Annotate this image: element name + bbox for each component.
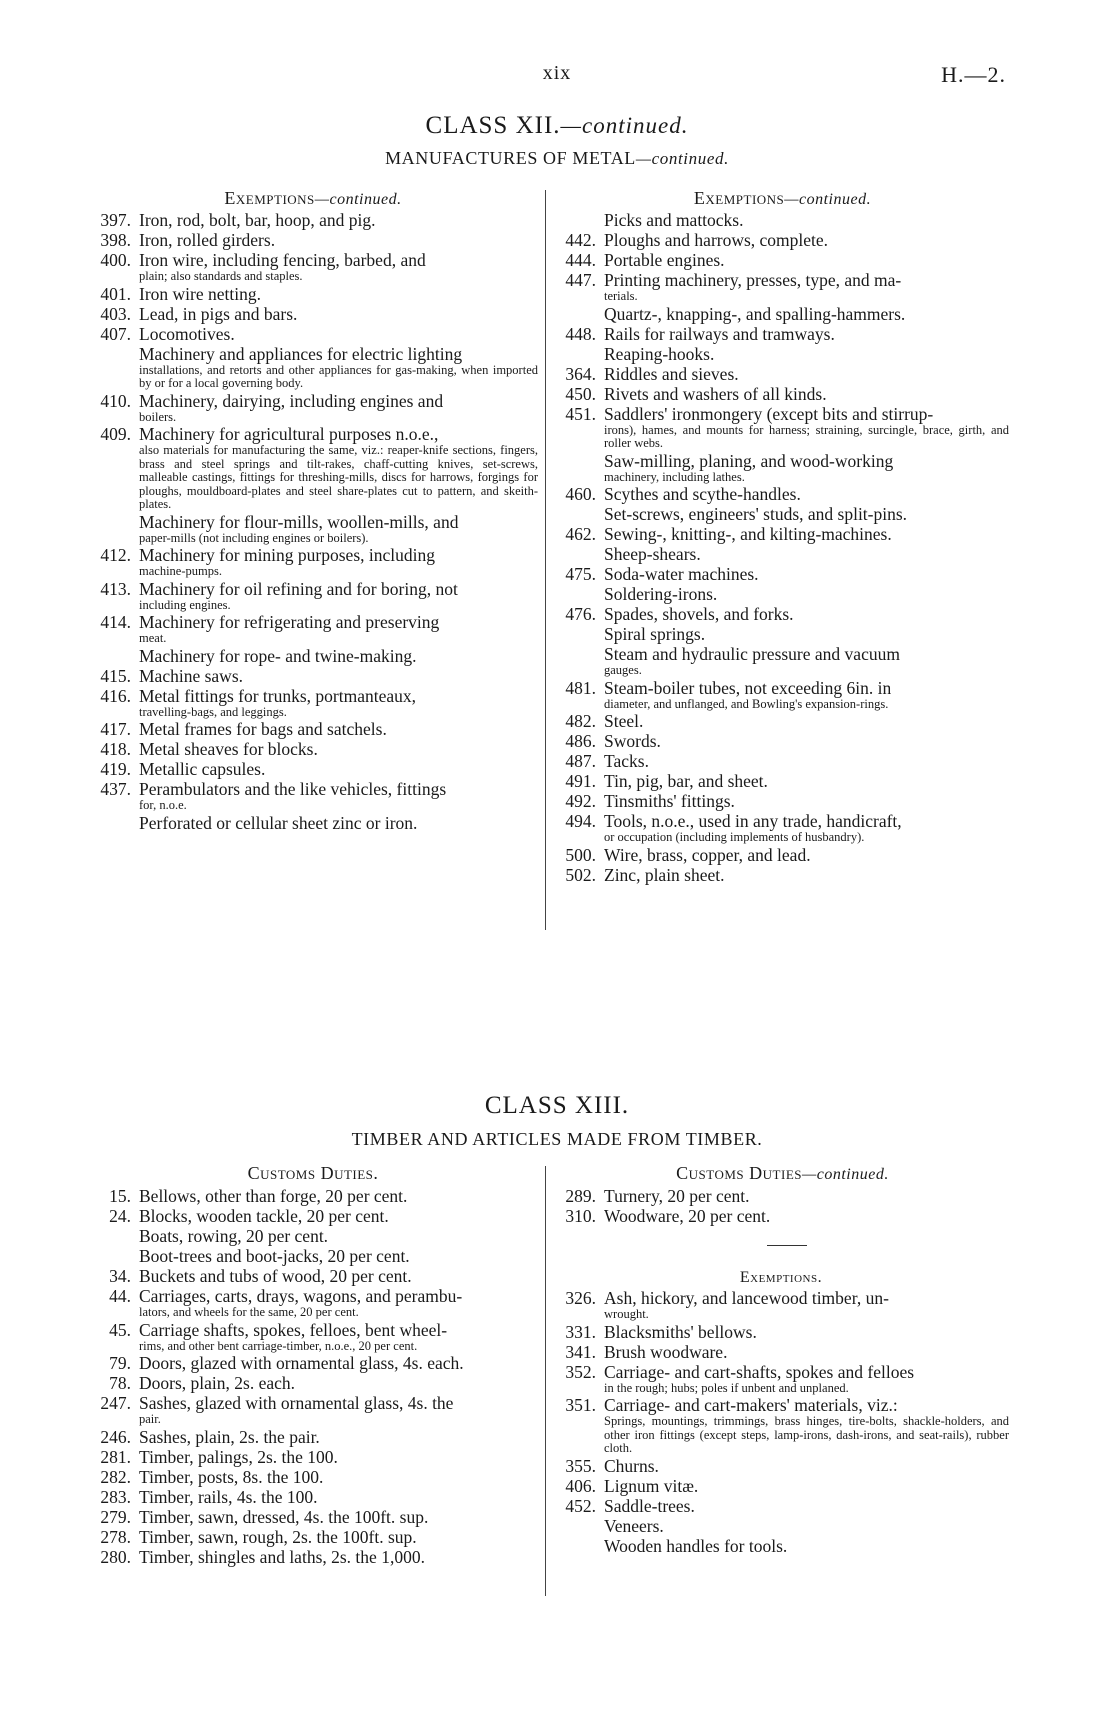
class-xiii-left-heading: Customs Duties. bbox=[247, 1163, 379, 1183]
list-item bbox=[88, 1447, 538, 1467]
item-subtext: pair. bbox=[139, 1412, 161, 1426]
item-number: 447. bbox=[565, 270, 596, 290]
list-item bbox=[88, 1393, 538, 1427]
list-item bbox=[553, 1342, 1009, 1362]
item-number: 397. bbox=[100, 210, 131, 230]
item-number: 481. bbox=[565, 677, 596, 698]
item-subtext: paper-mills (not including engines or boilers). bbox=[139, 530, 369, 545]
item-number: 400. bbox=[100, 250, 131, 270]
column-divider bbox=[545, 1166, 546, 1596]
item-text: Rails for railways and tramways. bbox=[604, 323, 835, 344]
item-number: 500. bbox=[565, 844, 596, 865]
list-item bbox=[553, 1206, 1009, 1226]
class-xiii-right-duties bbox=[553, 1186, 1009, 1226]
item-subtext: travelling-bags, and leggings. bbox=[139, 704, 287, 719]
item-subtext: plain; also standards and staples. bbox=[139, 269, 303, 283]
item-text: Blocks, wooden tackle, 20 per cent. bbox=[139, 1206, 389, 1226]
item-number: 280. bbox=[100, 1546, 131, 1567]
item-subtext: rims, and other bent carriage-timber, n.o.e., 20 per cent. bbox=[139, 1338, 418, 1353]
list-item bbox=[553, 624, 1009, 644]
list-item bbox=[553, 384, 1009, 404]
item-text: Perambulators and the like vehicles, fittings bbox=[139, 779, 447, 799]
item-text: Wooden handles for tools. bbox=[604, 1535, 788, 1556]
item-number: 491. bbox=[565, 771, 596, 791]
item-text: Machinery for refrigerating and preserving bbox=[139, 612, 440, 632]
item-text: Machinery for oil refining and for boring, not bbox=[139, 578, 458, 599]
list-item bbox=[553, 1186, 1009, 1206]
list-item bbox=[88, 1373, 538, 1393]
item-text: Steam-boiler tubes, not exceeding 6in. in bbox=[604, 677, 892, 698]
class-xii-left-list bbox=[88, 210, 538, 833]
item-text: Ash, hickory, and lancewood timber, un- bbox=[604, 1288, 889, 1308]
exemptions-heading: Exemptions. bbox=[739, 1269, 823, 1286]
item-text: Saddle-trees. bbox=[604, 1495, 695, 1516]
item-text: Printing machinery, presses, type, and ma- bbox=[604, 270, 902, 290]
list-item bbox=[88, 391, 538, 425]
list-item bbox=[88, 579, 538, 613]
list-item bbox=[553, 678, 1009, 712]
item-text: Machinery for rope- and twine-making. bbox=[139, 645, 417, 666]
list-item bbox=[88, 739, 538, 759]
list-item bbox=[553, 644, 1009, 678]
item-text: Spades, shovels, and forks. bbox=[604, 604, 794, 624]
list-item bbox=[553, 584, 1009, 604]
item-text: Carriages, carts, drays, wagons, and perambu- bbox=[139, 1286, 463, 1306]
item-number: 414. bbox=[100, 612, 131, 632]
class-xiii-subtitle: TIMBER AND ARTICLES MADE FROM TIMBER. bbox=[351, 1129, 763, 1149]
item-number: 460. bbox=[565, 484, 596, 504]
list-item bbox=[553, 1395, 1009, 1456]
list-item bbox=[88, 1467, 538, 1487]
item-text: Reaping-hooks. bbox=[604, 343, 715, 364]
item-subtext: also materials for manufacturing the same, viz.: reaper-knife sections, fingers, brass and steel springs and tilt-rakes, chaff-cutting knives, set-screws, malleable castings, fittings for threshing-mills, discs for harrows, forgings for ploughs, mouldboard-plates and steel share-plates cut to pattern, and skeith-plates. bbox=[139, 443, 538, 511]
item-text: Timber, sawn, rough, 2s. the 100ft. sup. bbox=[139, 1526, 417, 1547]
item-text: Woodware, 20 per cent. bbox=[604, 1206, 771, 1226]
item-text: Saddlers' ironmongery (except bits and stirrup- bbox=[604, 403, 934, 424]
list-item bbox=[88, 324, 538, 344]
class-xii-title: CLASS XII.—continued. bbox=[425, 112, 689, 139]
list-item bbox=[553, 564, 1009, 584]
item-text: Timber, sawn, dressed, 4s. the 100ft. sup. bbox=[139, 1506, 429, 1527]
item-text: Swords. bbox=[604, 731, 661, 751]
item-text: Iron, rod, bolt, bar, hoop, and pig. bbox=[139, 210, 376, 230]
item-text: Set-screws, engineers' studs, and split-pins. bbox=[604, 504, 908, 524]
item-number: 412. bbox=[100, 545, 131, 565]
list-item bbox=[553, 791, 1009, 811]
list-item bbox=[553, 604, 1009, 624]
list-item bbox=[553, 504, 1009, 524]
item-number: 15. bbox=[109, 1186, 131, 1206]
list-item bbox=[553, 344, 1009, 364]
item-number: 279. bbox=[100, 1506, 131, 1527]
item-text: Carriage- and cart-makers' materials, viz.: bbox=[604, 1395, 898, 1415]
item-text: Machinery for agricultural purposes n.o.e., bbox=[139, 424, 439, 444]
list-item bbox=[553, 751, 1009, 771]
list-item bbox=[553, 1362, 1009, 1396]
item-number: 442. bbox=[565, 230, 596, 250]
document-reference: H.—2. bbox=[941, 62, 1006, 87]
item-subtext: or occupation (including implements of husbandry). bbox=[604, 830, 865, 844]
page-number: xix bbox=[542, 62, 572, 84]
item-text: Buckets and tubs of wood, 20 per cent. bbox=[139, 1266, 412, 1286]
list-item bbox=[553, 451, 1009, 485]
item-number: 410. bbox=[100, 390, 131, 411]
list-item bbox=[88, 545, 538, 579]
item-text: Sewing-, knitting-, and kilting-machines. bbox=[604, 524, 892, 544]
item-number: 451. bbox=[565, 403, 596, 424]
item-number: 494. bbox=[565, 811, 596, 831]
item-text: Picks and mattocks. bbox=[604, 210, 744, 230]
section-separator-rule bbox=[767, 1245, 807, 1246]
item-number: 407. bbox=[100, 323, 131, 344]
item-text: Timber, palings, 2s. the 100. bbox=[139, 1446, 338, 1467]
list-item bbox=[88, 612, 538, 646]
item-number: 462. bbox=[565, 524, 596, 544]
item-text: Quartz-, knapping-, and spalling-hammers. bbox=[604, 303, 906, 324]
list-item bbox=[88, 1507, 538, 1527]
list-item bbox=[553, 304, 1009, 324]
item-number: 417. bbox=[100, 719, 131, 739]
item-number: 398. bbox=[100, 230, 131, 250]
list-item bbox=[88, 759, 538, 779]
item-number: 289. bbox=[565, 1186, 596, 1206]
item-number: 79. bbox=[109, 1353, 131, 1373]
item-text: Doors, glazed with ornamental glass, 4s. each. bbox=[139, 1353, 464, 1373]
list-item bbox=[88, 666, 538, 686]
item-number: 278. bbox=[100, 1526, 131, 1547]
list-item bbox=[553, 364, 1009, 384]
item-text: Metal sheaves for blocks. bbox=[139, 739, 318, 759]
class-xiii-left-list bbox=[88, 1186, 538, 1567]
list-item bbox=[88, 250, 538, 284]
item-number: 476. bbox=[565, 604, 596, 624]
item-text: Lead, in pigs and bars. bbox=[139, 303, 298, 324]
item-text: Machinery and appliances for electric lighting bbox=[139, 343, 463, 364]
item-text: Perforated or cellular sheet zinc or iron. bbox=[139, 812, 418, 833]
list-item bbox=[88, 1286, 538, 1320]
item-text: Locomotives. bbox=[139, 323, 235, 344]
item-text: Turnery, 20 per cent. bbox=[604, 1186, 750, 1206]
item-number: 409. bbox=[100, 424, 131, 444]
list-item bbox=[88, 284, 538, 304]
list-item bbox=[553, 811, 1009, 845]
item-number: 44. bbox=[109, 1286, 131, 1306]
list-item bbox=[553, 845, 1009, 865]
list-item bbox=[553, 711, 1009, 731]
list-item bbox=[553, 404, 1009, 451]
item-text: Zinc, plain sheet. bbox=[604, 864, 725, 885]
item-number: 437. bbox=[100, 779, 131, 799]
list-item bbox=[553, 1496, 1009, 1516]
item-number: 78. bbox=[109, 1373, 131, 1393]
list-item bbox=[553, 270, 1009, 304]
list-item bbox=[88, 344, 538, 391]
list-item bbox=[88, 1320, 538, 1354]
list-item bbox=[88, 1206, 538, 1226]
item-text: Boats, rowing, 20 per cent. bbox=[139, 1226, 329, 1246]
item-text: Soldering-irons. bbox=[604, 584, 718, 604]
list-item bbox=[88, 1487, 538, 1507]
class-xiii-exemptions bbox=[553, 1258, 1009, 1556]
item-text: Steam and hydraulic pressure and vacuum bbox=[604, 644, 900, 664]
item-number: 24. bbox=[109, 1206, 131, 1226]
item-number: 364. bbox=[565, 363, 596, 384]
item-text: Machinery for flour-mills, woollen-mills, and bbox=[139, 511, 459, 532]
item-text: Tinsmiths' fittings. bbox=[604, 791, 735, 811]
item-number: 450. bbox=[565, 383, 596, 404]
item-text: Scythes and scythe-handles. bbox=[604, 484, 801, 504]
item-number: 341. bbox=[565, 1341, 596, 1362]
list-item bbox=[88, 1266, 538, 1286]
item-text: Saw-milling, planing, and wood-working bbox=[604, 450, 894, 471]
list-item bbox=[553, 1288, 1009, 1322]
column-divider bbox=[545, 190, 546, 930]
item-subtext: terials. bbox=[604, 289, 638, 303]
list-item bbox=[88, 813, 538, 833]
list-item bbox=[88, 230, 538, 250]
item-text: Metal fittings for trunks, portmanteaux, bbox=[139, 685, 417, 706]
item-text: Timber, rails, 4s. the 100. bbox=[139, 1486, 318, 1507]
list-item bbox=[88, 1226, 538, 1246]
item-number: 281. bbox=[100, 1446, 131, 1467]
item-text: Metal frames for bags and satchels. bbox=[139, 719, 387, 739]
item-text: Tools, n.o.e., used in any trade, handicraft, bbox=[604, 811, 902, 831]
class-xiii-title: CLASS XIII. bbox=[484, 1092, 630, 1119]
item-subtext: including engines. bbox=[139, 597, 231, 612]
item-text: Soda-water machines. bbox=[604, 564, 759, 584]
class-xiii-right-heading: Customs Duties—continued. bbox=[676, 1163, 889, 1183]
item-text: Sashes, plain, 2s. the pair. bbox=[139, 1426, 320, 1447]
list-item bbox=[88, 1427, 538, 1447]
item-subtext: machine-pumps. bbox=[139, 564, 222, 578]
item-number: 475. bbox=[565, 564, 596, 584]
item-text: Churns. bbox=[604, 1455, 659, 1476]
list-item bbox=[88, 424, 538, 512]
item-text: Riddles and sieves. bbox=[604, 363, 739, 384]
item-subtext: in the rough; hubs; poles if unbent and unplaned. bbox=[604, 1380, 849, 1395]
item-subtext: diameter, and unflanged, and Bowling's expansion-rings. bbox=[604, 696, 889, 711]
item-text: Portable engines. bbox=[604, 250, 725, 270]
item-text: Machinery for mining purposes, including bbox=[139, 545, 435, 565]
item-text: Boot-trees and boot-jacks, 20 per cent. bbox=[139, 1246, 410, 1266]
list-item bbox=[88, 304, 538, 324]
item-number: 415. bbox=[100, 665, 131, 686]
item-text: Doors, plain, 2s. each. bbox=[139, 1373, 296, 1393]
list-item bbox=[553, 544, 1009, 564]
item-number: 283. bbox=[100, 1486, 131, 1507]
item-subtext: installations, and retorts and other appliances for gas-making, when imported by or for a local governing body. bbox=[139, 362, 538, 390]
item-subtext: lators, and wheels for the same, 20 per cent. bbox=[139, 1305, 359, 1319]
list-item bbox=[88, 1186, 538, 1206]
item-number: 452. bbox=[565, 1495, 596, 1516]
class-xii-right-heading: Exemptions—continued. bbox=[693, 188, 872, 208]
item-text: Bellows, other than forge, 20 per cent. bbox=[139, 1186, 408, 1206]
list-item bbox=[553, 865, 1009, 885]
item-text: Brush woodware. bbox=[604, 1341, 728, 1362]
list-item bbox=[553, 324, 1009, 344]
item-number: 502. bbox=[565, 864, 596, 885]
list-item bbox=[88, 779, 538, 813]
item-number: 45. bbox=[109, 1319, 131, 1340]
item-subtext: machinery, including lathes. bbox=[604, 469, 745, 484]
item-number: 413. bbox=[100, 578, 131, 599]
list-item bbox=[553, 1536, 1009, 1556]
item-number: 486. bbox=[565, 731, 596, 751]
list-item bbox=[553, 1516, 1009, 1536]
list-item bbox=[553, 731, 1009, 751]
item-number: 418. bbox=[100, 739, 131, 759]
item-text: Carriage shafts, spokes, felloes, bent wheel- bbox=[139, 1319, 448, 1340]
list-item bbox=[88, 1246, 538, 1266]
item-text: Sheep-shears. bbox=[604, 544, 701, 564]
list-item bbox=[553, 524, 1009, 544]
item-number: 310. bbox=[565, 1206, 596, 1226]
item-number: 487. bbox=[565, 751, 596, 771]
item-number: 34. bbox=[109, 1266, 131, 1286]
item-text: Rivets and washers of all kinds. bbox=[604, 383, 827, 404]
item-text: Timber, shingles and laths, 2s. the 1,000. bbox=[139, 1546, 425, 1567]
item-number: 351. bbox=[565, 1395, 596, 1415]
item-text: Tin, pig, bar, and sheet. bbox=[604, 771, 768, 791]
item-number: 482. bbox=[565, 711, 596, 731]
list-item bbox=[553, 230, 1009, 250]
item-number: 406. bbox=[565, 1475, 596, 1496]
item-text: Iron wire netting. bbox=[139, 283, 261, 304]
item-text: Sashes, glazed with ornamental glass, 4s. the bbox=[139, 1393, 454, 1413]
item-number: 403. bbox=[100, 303, 131, 324]
item-text: Machinery, dairying, including engines and bbox=[139, 390, 444, 411]
item-text: Timber, posts, 8s. the 100. bbox=[139, 1466, 324, 1487]
item-text: Tacks. bbox=[604, 751, 649, 771]
list-item bbox=[553, 484, 1009, 504]
list-item bbox=[88, 719, 538, 739]
item-number: 355. bbox=[565, 1455, 596, 1476]
item-text: Machine saws. bbox=[139, 665, 244, 686]
item-text: Wire, brass, copper, and lead. bbox=[604, 844, 811, 865]
class-xii-subtitle: MANUFACTURES OF METAL—continued. bbox=[385, 148, 729, 168]
item-text: Metallic capsules. bbox=[139, 759, 266, 779]
list-item bbox=[553, 210, 1009, 230]
item-number: 331. bbox=[565, 1321, 596, 1342]
item-number: 401. bbox=[100, 283, 131, 304]
item-number: 326. bbox=[565, 1288, 596, 1308]
item-number: 448. bbox=[565, 323, 596, 344]
class-xii-right-list bbox=[553, 210, 1009, 885]
item-text: Blacksmiths' bellows. bbox=[604, 1321, 757, 1342]
list-item bbox=[88, 646, 538, 666]
item-number: 246. bbox=[100, 1426, 131, 1447]
list-item bbox=[553, 1476, 1009, 1496]
class-xii-left-heading: Exemptions—continued. bbox=[224, 188, 402, 208]
item-text: Iron, rolled girders. bbox=[139, 230, 276, 250]
list-item bbox=[88, 210, 538, 230]
item-number: 444. bbox=[565, 250, 596, 270]
item-text: Lignum vitæ. bbox=[604, 1475, 699, 1496]
item-text: Spiral springs. bbox=[604, 624, 706, 644]
item-text: Carriage- and cart-shafts, spokes and felloes bbox=[604, 1361, 915, 1382]
item-number: 416. bbox=[100, 685, 131, 706]
list-item bbox=[88, 1527, 538, 1547]
list-item bbox=[88, 1547, 538, 1567]
item-subtext: for, n.o.e. bbox=[139, 798, 187, 812]
item-text: Veneers. bbox=[604, 1515, 664, 1536]
list-item bbox=[88, 512, 538, 546]
item-subtext: irons), hames, and mounts for harness; straining, surcingle, brace, girth, and roller webs. bbox=[604, 422, 1009, 450]
item-text: Steel. bbox=[604, 711, 644, 731]
item-text: Iron wire, including fencing, barbed, and bbox=[139, 250, 426, 270]
list-item bbox=[553, 1322, 1009, 1342]
item-text: Ploughs and harrows, complete. bbox=[604, 230, 829, 250]
item-subtext: meat. bbox=[139, 631, 167, 645]
item-number: 352. bbox=[565, 1361, 596, 1382]
list-item bbox=[553, 1456, 1009, 1476]
list-item bbox=[553, 250, 1009, 270]
list-item bbox=[88, 1353, 538, 1373]
list-item bbox=[553, 771, 1009, 791]
item-subtext: Springs, mountings, trimmings, brass hinges, tire-bolts, shackle-holders, and other iron fittings (except steps, lamp-irons, dash-irons, and seat-rails), rubber cloth. bbox=[604, 1414, 1009, 1455]
item-subtext: gauges. bbox=[604, 663, 642, 677]
item-subtext: wrought. bbox=[604, 1307, 649, 1321]
item-number: 247. bbox=[100, 1393, 131, 1413]
list-item bbox=[88, 686, 538, 720]
item-subtext: boilers. bbox=[139, 409, 177, 424]
item-number: 282. bbox=[100, 1466, 131, 1487]
item-number: 492. bbox=[565, 791, 596, 811]
exemptions-list bbox=[553, 1288, 1009, 1556]
item-number: 419. bbox=[100, 759, 131, 779]
